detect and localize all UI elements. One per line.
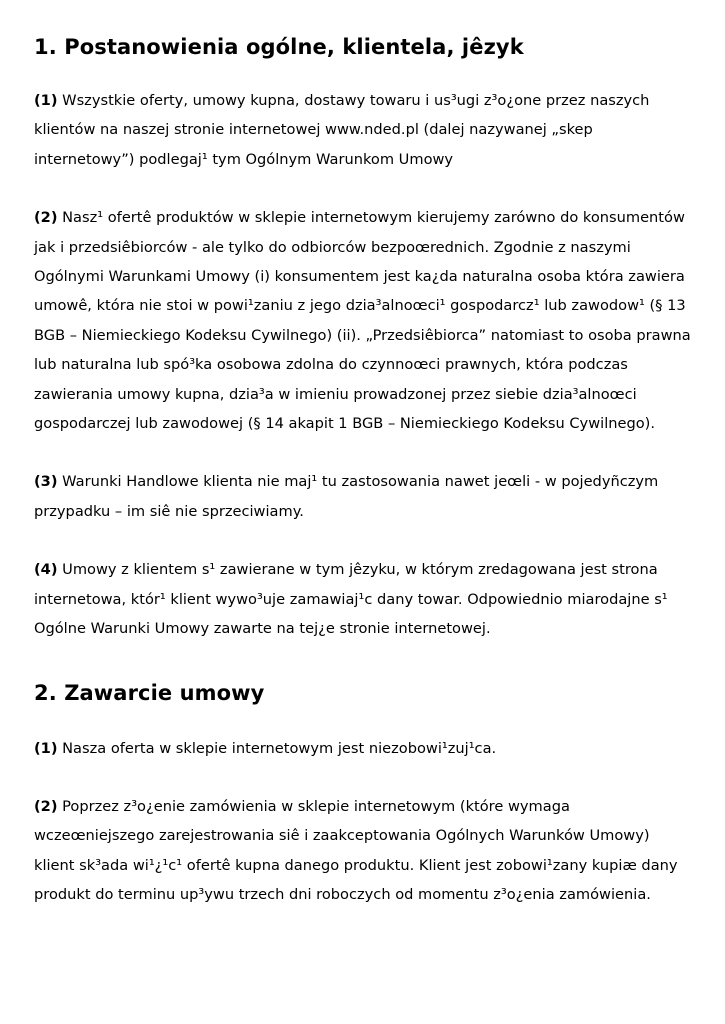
- paragraph-number: (1): [34, 92, 58, 109]
- paragraph-number: (2): [34, 797, 58, 815]
- paragraph-number: (4): [34, 561, 58, 579]
- paragraph: [34, 792, 693, 910]
- section-heading: 1. Postanowienia ogólne, klientela, jêzyk: [34, 35, 524, 59]
- paragraph-text: Nasza oferta w sklepie internetowym jest niezobowi¹zuj¹ca.: [57, 739, 497, 757]
- paragraph-text: Poprzez z³o¿enie zamówienia w sklepie internetowym (które wymaga wczeœniejszego zarejestrowania siê i zaakceptowania Ogólnych Warunków Umowy) klient sk³ada wi¹¿¹c¹ ofertê kupna danego produktu. Klient jest zobowi¹zany kupiæ dany produkt do terminu up³ywu trzech dni roboczych od momentu z³o¿enia zamówienia.: [34, 797, 678, 904]
- paragraph-text: Wszystkie oferty, umowy kupna, dostawy towaru i us³ugi z³o¿one przez naszych klientów na naszej stronie internetowej www.nded.pl (dalej nazywanej „skep internetowy”) podlegaj¹ tym Ogólnym Warunkom Umowy: [34, 92, 650, 168]
- paragraph-text: Nasz¹ ofertê produktów w sklepie internetowym kierujemy zarówno do konsumentów jak i przedsiêbiorców - ale tylko do odbiorców bezpoœrednich. Zgodnie z naszymi Ogólnymi Warunkami Umowy (i) konsumentem jest ka¿da naturalna osoba która zawiera umowê, która nie stoi w powi¹zaniu z jego dzia³alnoœci¹ gospodarcz¹ lub zawodow¹ (§ 13 BGB – Niemieckiego Kodeksu Cywilnego) (ii). „Przedsiêbiorca” natomiast to osoba prawna lub naturalna lub spó³ka osobowa zdolna do czynnoœci prawnych, która podczas zawierania umowy kupna, dzia³a w imieniu prowadzonej przez siebie dzia³alnoœci gospodarczej lub zawodowej (§ 14 akapit 1 BGB – Niemieckiego Kodeksu Cywilnego).: [34, 209, 691, 433]
- section-general-provisions: [34, 33, 693, 644]
- paragraph-number: (3): [34, 473, 58, 491]
- paragraph-number: (2): [34, 209, 58, 227]
- paragraph: [34, 86, 693, 174]
- paragraph: [34, 734, 693, 763]
- section-heading: 2. Zawarcie umowy: [34, 680, 265, 705]
- paragraph-number: (1): [34, 739, 58, 757]
- paragraph-text: Warunki Handlowe klienta nie maj¹ tu zastosowania nawet jeœli - w pojedyñczym przypadku – im siê nie sprzeciwiamy.: [34, 473, 659, 520]
- paragraph-text: Umowy z klientem s¹ zawierane w tym jêzyku, w którym zredagowana jest strona internetowa, któr¹ klient wywo³uje zamawiaj¹c dany towar. Odpowiednio miarodajne s¹ Ogólne Warunki Umowy zawarte na tej¿e stronie internetowej.: [34, 561, 668, 638]
- paragraph: [34, 203, 693, 438]
- section-contract-conclusion: [34, 679, 693, 910]
- paragraph: [34, 555, 693, 643]
- paragraph: [34, 467, 693, 526]
